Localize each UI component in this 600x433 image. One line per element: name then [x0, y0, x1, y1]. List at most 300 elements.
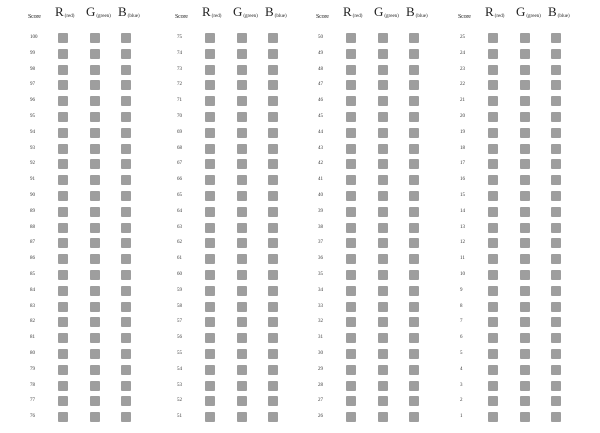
red-swatch[interactable]: [488, 175, 498, 185]
red-swatch[interactable]: [205, 49, 215, 59]
red-swatch[interactable]: [346, 349, 356, 359]
red-swatch[interactable]: [58, 112, 68, 122]
green-swatch[interactable]: [378, 144, 388, 154]
red-swatch[interactable]: [205, 159, 215, 169]
green-swatch[interactable]: [237, 396, 247, 406]
red-swatch[interactable]: [58, 238, 68, 248]
blue-swatch[interactable]: [268, 238, 278, 248]
red-swatch[interactable]: [58, 254, 68, 264]
red-swatch[interactable]: [488, 412, 498, 422]
blue-swatch[interactable]: [409, 128, 419, 138]
red-swatch[interactable]: [205, 349, 215, 359]
red-swatch[interactable]: [205, 396, 215, 406]
red-swatch[interactable]: [205, 112, 215, 122]
red-swatch[interactable]: [58, 96, 68, 106]
green-swatch[interactable]: [520, 112, 530, 122]
blue-swatch[interactable]: [409, 112, 419, 122]
red-swatch[interactable]: [205, 223, 215, 233]
blue-swatch[interactable]: [268, 317, 278, 327]
blue-swatch[interactable]: [551, 223, 561, 233]
blue-swatch[interactable]: [121, 49, 131, 59]
red-swatch[interactable]: [205, 33, 215, 43]
green-swatch[interactable]: [237, 302, 247, 312]
green-swatch[interactable]: [90, 96, 100, 106]
blue-swatch[interactable]: [268, 365, 278, 375]
green-swatch[interactable]: [378, 317, 388, 327]
blue-swatch[interactable]: [551, 396, 561, 406]
blue-swatch[interactable]: [409, 396, 419, 406]
red-swatch[interactable]: [205, 65, 215, 75]
blue-swatch[interactable]: [551, 365, 561, 375]
green-swatch[interactable]: [520, 286, 530, 296]
blue-swatch[interactable]: [268, 191, 278, 201]
blue-swatch[interactable]: [268, 80, 278, 90]
red-swatch[interactable]: [205, 254, 215, 264]
blue-swatch[interactable]: [551, 333, 561, 343]
red-swatch[interactable]: [488, 112, 498, 122]
red-swatch[interactable]: [488, 302, 498, 312]
blue-swatch[interactable]: [121, 412, 131, 422]
red-swatch[interactable]: [58, 49, 68, 59]
green-swatch[interactable]: [90, 317, 100, 327]
red-swatch[interactable]: [58, 128, 68, 138]
green-swatch[interactable]: [378, 33, 388, 43]
red-swatch[interactable]: [488, 128, 498, 138]
blue-swatch[interactable]: [551, 65, 561, 75]
red-swatch[interactable]: [346, 128, 356, 138]
blue-swatch[interactable]: [121, 191, 131, 201]
blue-swatch[interactable]: [121, 302, 131, 312]
red-swatch[interactable]: [488, 49, 498, 59]
red-swatch[interactable]: [346, 207, 356, 217]
blue-swatch[interactable]: [121, 128, 131, 138]
red-swatch[interactable]: [346, 223, 356, 233]
green-swatch[interactable]: [520, 175, 530, 185]
green-swatch[interactable]: [378, 159, 388, 169]
blue-swatch[interactable]: [121, 333, 131, 343]
red-swatch[interactable]: [58, 365, 68, 375]
blue-swatch[interactable]: [268, 223, 278, 233]
red-swatch[interactable]: [58, 175, 68, 185]
red-swatch[interactable]: [346, 333, 356, 343]
green-swatch[interactable]: [520, 65, 530, 75]
blue-swatch[interactable]: [551, 49, 561, 59]
red-swatch[interactable]: [58, 270, 68, 280]
green-swatch[interactable]: [90, 191, 100, 201]
green-swatch[interactable]: [520, 159, 530, 169]
blue-swatch[interactable]: [409, 175, 419, 185]
blue-swatch[interactable]: [551, 112, 561, 122]
red-swatch[interactable]: [488, 191, 498, 201]
blue-swatch[interactable]: [551, 128, 561, 138]
green-swatch[interactable]: [90, 223, 100, 233]
red-swatch[interactable]: [58, 381, 68, 391]
red-swatch[interactable]: [346, 175, 356, 185]
red-swatch[interactable]: [346, 365, 356, 375]
blue-swatch[interactable]: [121, 365, 131, 375]
blue-swatch[interactable]: [551, 349, 561, 359]
red-swatch[interactable]: [488, 381, 498, 391]
green-swatch[interactable]: [237, 128, 247, 138]
green-swatch[interactable]: [237, 191, 247, 201]
green-swatch[interactable]: [90, 207, 100, 217]
blue-swatch[interactable]: [268, 381, 278, 391]
green-swatch[interactable]: [520, 128, 530, 138]
blue-swatch[interactable]: [409, 144, 419, 154]
red-swatch[interactable]: [346, 96, 356, 106]
blue-swatch[interactable]: [551, 207, 561, 217]
green-swatch[interactable]: [378, 349, 388, 359]
green-swatch[interactable]: [90, 381, 100, 391]
blue-swatch[interactable]: [268, 33, 278, 43]
green-swatch[interactable]: [378, 302, 388, 312]
blue-swatch[interactable]: [409, 223, 419, 233]
green-swatch[interactable]: [520, 396, 530, 406]
red-swatch[interactable]: [205, 238, 215, 248]
red-swatch[interactable]: [58, 317, 68, 327]
green-swatch[interactable]: [90, 254, 100, 264]
green-swatch[interactable]: [520, 223, 530, 233]
green-swatch[interactable]: [378, 412, 388, 422]
green-swatch[interactable]: [237, 49, 247, 59]
red-swatch[interactable]: [346, 317, 356, 327]
red-swatch[interactable]: [346, 254, 356, 264]
green-swatch[interactable]: [237, 381, 247, 391]
red-swatch[interactable]: [488, 33, 498, 43]
blue-swatch[interactable]: [409, 96, 419, 106]
red-swatch[interactable]: [488, 223, 498, 233]
green-swatch[interactable]: [378, 96, 388, 106]
blue-swatch[interactable]: [268, 128, 278, 138]
red-swatch[interactable]: [58, 286, 68, 296]
blue-swatch[interactable]: [121, 159, 131, 169]
red-swatch[interactable]: [205, 144, 215, 154]
blue-swatch[interactable]: [121, 65, 131, 75]
red-swatch[interactable]: [488, 80, 498, 90]
red-swatch[interactable]: [346, 65, 356, 75]
green-swatch[interactable]: [90, 365, 100, 375]
blue-swatch[interactable]: [409, 412, 419, 422]
green-swatch[interactable]: [520, 254, 530, 264]
green-swatch[interactable]: [237, 254, 247, 264]
blue-swatch[interactable]: [409, 49, 419, 59]
red-swatch[interactable]: [488, 65, 498, 75]
red-swatch[interactable]: [346, 381, 356, 391]
blue-swatch[interactable]: [268, 412, 278, 422]
green-swatch[interactable]: [237, 412, 247, 422]
blue-swatch[interactable]: [268, 65, 278, 75]
blue-swatch[interactable]: [409, 80, 419, 90]
green-swatch[interactable]: [90, 65, 100, 75]
red-swatch[interactable]: [205, 175, 215, 185]
blue-swatch[interactable]: [268, 270, 278, 280]
red-swatch[interactable]: [205, 365, 215, 375]
red-swatch[interactable]: [346, 302, 356, 312]
blue-swatch[interactable]: [121, 33, 131, 43]
green-swatch[interactable]: [237, 286, 247, 296]
blue-swatch[interactable]: [551, 302, 561, 312]
blue-swatch[interactable]: [409, 270, 419, 280]
green-swatch[interactable]: [520, 33, 530, 43]
red-swatch[interactable]: [346, 80, 356, 90]
red-swatch[interactable]: [58, 223, 68, 233]
green-swatch[interactable]: [378, 49, 388, 59]
red-swatch[interactable]: [58, 80, 68, 90]
green-swatch[interactable]: [237, 270, 247, 280]
green-swatch[interactable]: [378, 254, 388, 264]
green-swatch[interactable]: [90, 159, 100, 169]
green-swatch[interactable]: [378, 80, 388, 90]
red-swatch[interactable]: [346, 238, 356, 248]
red-swatch[interactable]: [58, 207, 68, 217]
blue-swatch[interactable]: [121, 270, 131, 280]
green-swatch[interactable]: [520, 238, 530, 248]
red-swatch[interactable]: [58, 159, 68, 169]
blue-swatch[interactable]: [121, 317, 131, 327]
green-swatch[interactable]: [520, 365, 530, 375]
green-swatch[interactable]: [378, 223, 388, 233]
blue-swatch[interactable]: [551, 175, 561, 185]
green-swatch[interactable]: [90, 112, 100, 122]
red-swatch[interactable]: [346, 412, 356, 422]
red-swatch[interactable]: [205, 270, 215, 280]
green-swatch[interactable]: [237, 365, 247, 375]
red-swatch[interactable]: [205, 207, 215, 217]
blue-swatch[interactable]: [551, 270, 561, 280]
red-swatch[interactable]: [58, 33, 68, 43]
green-swatch[interactable]: [520, 96, 530, 106]
green-swatch[interactable]: [520, 349, 530, 359]
green-swatch[interactable]: [237, 317, 247, 327]
blue-swatch[interactable]: [121, 254, 131, 264]
green-swatch[interactable]: [90, 270, 100, 280]
red-swatch[interactable]: [205, 286, 215, 296]
green-swatch[interactable]: [520, 302, 530, 312]
green-swatch[interactable]: [90, 80, 100, 90]
green-swatch[interactable]: [378, 112, 388, 122]
blue-swatch[interactable]: [551, 80, 561, 90]
blue-swatch[interactable]: [409, 333, 419, 343]
blue-swatch[interactable]: [121, 80, 131, 90]
green-swatch[interactable]: [378, 286, 388, 296]
red-swatch[interactable]: [58, 144, 68, 154]
red-swatch[interactable]: [488, 254, 498, 264]
red-swatch[interactable]: [488, 96, 498, 106]
blue-swatch[interactable]: [268, 159, 278, 169]
green-swatch[interactable]: [520, 381, 530, 391]
green-swatch[interactable]: [237, 65, 247, 75]
blue-swatch[interactable]: [551, 96, 561, 106]
green-swatch[interactable]: [237, 238, 247, 248]
red-swatch[interactable]: [205, 381, 215, 391]
blue-swatch[interactable]: [409, 65, 419, 75]
green-swatch[interactable]: [378, 175, 388, 185]
red-swatch[interactable]: [488, 144, 498, 154]
red-swatch[interactable]: [346, 270, 356, 280]
green-swatch[interactable]: [237, 144, 247, 154]
blue-swatch[interactable]: [551, 286, 561, 296]
green-swatch[interactable]: [520, 191, 530, 201]
red-swatch[interactable]: [488, 349, 498, 359]
blue-swatch[interactable]: [268, 49, 278, 59]
green-swatch[interactable]: [378, 396, 388, 406]
red-swatch[interactable]: [205, 191, 215, 201]
red-swatch[interactable]: [346, 286, 356, 296]
green-swatch[interactable]: [90, 286, 100, 296]
red-swatch[interactable]: [346, 191, 356, 201]
blue-swatch[interactable]: [121, 381, 131, 391]
green-swatch[interactable]: [90, 128, 100, 138]
blue-swatch[interactable]: [551, 238, 561, 248]
blue-swatch[interactable]: [121, 238, 131, 248]
blue-swatch[interactable]: [121, 207, 131, 217]
red-swatch[interactable]: [346, 33, 356, 43]
green-swatch[interactable]: [237, 175, 247, 185]
blue-swatch[interactable]: [409, 33, 419, 43]
green-swatch[interactable]: [520, 412, 530, 422]
green-swatch[interactable]: [237, 159, 247, 169]
red-swatch[interactable]: [488, 159, 498, 169]
blue-swatch[interactable]: [268, 144, 278, 154]
blue-swatch[interactable]: [268, 207, 278, 217]
green-swatch[interactable]: [237, 96, 247, 106]
blue-swatch[interactable]: [551, 412, 561, 422]
blue-swatch[interactable]: [551, 159, 561, 169]
green-swatch[interactable]: [237, 207, 247, 217]
blue-swatch[interactable]: [121, 175, 131, 185]
blue-swatch[interactable]: [409, 254, 419, 264]
blue-swatch[interactable]: [551, 33, 561, 43]
blue-swatch[interactable]: [268, 302, 278, 312]
green-swatch[interactable]: [378, 333, 388, 343]
green-swatch[interactable]: [378, 381, 388, 391]
red-swatch[interactable]: [488, 333, 498, 343]
green-swatch[interactable]: [90, 396, 100, 406]
blue-swatch[interactable]: [409, 191, 419, 201]
red-swatch[interactable]: [205, 302, 215, 312]
red-swatch[interactable]: [205, 128, 215, 138]
blue-swatch[interactable]: [409, 286, 419, 296]
green-swatch[interactable]: [237, 223, 247, 233]
green-swatch[interactable]: [378, 270, 388, 280]
blue-swatch[interactable]: [121, 286, 131, 296]
green-swatch[interactable]: [237, 349, 247, 359]
green-swatch[interactable]: [237, 112, 247, 122]
blue-swatch[interactable]: [551, 317, 561, 327]
red-swatch[interactable]: [346, 112, 356, 122]
blue-swatch[interactable]: [121, 96, 131, 106]
blue-swatch[interactable]: [409, 238, 419, 248]
blue-swatch[interactable]: [551, 254, 561, 264]
red-swatch[interactable]: [58, 65, 68, 75]
red-swatch[interactable]: [488, 238, 498, 248]
blue-swatch[interactable]: [121, 396, 131, 406]
blue-swatch[interactable]: [268, 349, 278, 359]
green-swatch[interactable]: [520, 207, 530, 217]
blue-swatch[interactable]: [268, 396, 278, 406]
red-swatch[interactable]: [58, 333, 68, 343]
green-swatch[interactable]: [90, 412, 100, 422]
green-swatch[interactable]: [520, 49, 530, 59]
blue-swatch[interactable]: [551, 144, 561, 154]
green-swatch[interactable]: [90, 349, 100, 359]
blue-swatch[interactable]: [121, 223, 131, 233]
blue-swatch[interactable]: [409, 317, 419, 327]
blue-swatch[interactable]: [268, 112, 278, 122]
red-swatch[interactable]: [58, 349, 68, 359]
red-swatch[interactable]: [488, 365, 498, 375]
green-swatch[interactable]: [378, 191, 388, 201]
red-swatch[interactable]: [488, 270, 498, 280]
blue-swatch[interactable]: [121, 349, 131, 359]
blue-swatch[interactable]: [268, 333, 278, 343]
blue-swatch[interactable]: [409, 365, 419, 375]
green-swatch[interactable]: [90, 175, 100, 185]
red-swatch[interactable]: [205, 96, 215, 106]
blue-swatch[interactable]: [268, 254, 278, 264]
green-swatch[interactable]: [90, 238, 100, 248]
red-swatch[interactable]: [488, 286, 498, 296]
green-swatch[interactable]: [378, 238, 388, 248]
blue-swatch[interactable]: [409, 349, 419, 359]
blue-swatch[interactable]: [409, 207, 419, 217]
blue-swatch[interactable]: [121, 144, 131, 154]
red-swatch[interactable]: [346, 144, 356, 154]
green-swatch[interactable]: [520, 80, 530, 90]
green-swatch[interactable]: [520, 144, 530, 154]
blue-swatch[interactable]: [551, 191, 561, 201]
green-swatch[interactable]: [90, 333, 100, 343]
red-swatch[interactable]: [346, 396, 356, 406]
green-swatch[interactable]: [90, 302, 100, 312]
blue-swatch[interactable]: [409, 159, 419, 169]
green-swatch[interactable]: [378, 365, 388, 375]
green-swatch[interactable]: [378, 207, 388, 217]
green-swatch[interactable]: [378, 128, 388, 138]
blue-swatch[interactable]: [268, 175, 278, 185]
red-swatch[interactable]: [205, 412, 215, 422]
red-swatch[interactable]: [346, 49, 356, 59]
red-swatch[interactable]: [205, 333, 215, 343]
green-swatch[interactable]: [237, 333, 247, 343]
red-swatch[interactable]: [488, 396, 498, 406]
red-swatch[interactable]: [58, 191, 68, 201]
green-swatch[interactable]: [237, 33, 247, 43]
red-swatch[interactable]: [205, 80, 215, 90]
red-swatch[interactable]: [488, 317, 498, 327]
blue-swatch[interactable]: [409, 381, 419, 391]
red-swatch[interactable]: [58, 396, 68, 406]
green-swatch[interactable]: [520, 317, 530, 327]
red-swatch[interactable]: [488, 207, 498, 217]
blue-swatch[interactable]: [551, 381, 561, 391]
blue-swatch[interactable]: [268, 286, 278, 296]
green-swatch[interactable]: [90, 33, 100, 43]
red-swatch[interactable]: [58, 412, 68, 422]
green-swatch[interactable]: [237, 80, 247, 90]
green-swatch[interactable]: [520, 270, 530, 280]
red-swatch[interactable]: [58, 302, 68, 312]
blue-swatch[interactable]: [409, 302, 419, 312]
green-swatch[interactable]: [90, 144, 100, 154]
green-swatch[interactable]: [378, 65, 388, 75]
red-swatch[interactable]: [205, 317, 215, 327]
green-swatch[interactable]: [520, 333, 530, 343]
blue-swatch[interactable]: [121, 112, 131, 122]
green-swatch[interactable]: [90, 49, 100, 59]
red-swatch[interactable]: [346, 159, 356, 169]
blue-swatch[interactable]: [268, 96, 278, 106]
